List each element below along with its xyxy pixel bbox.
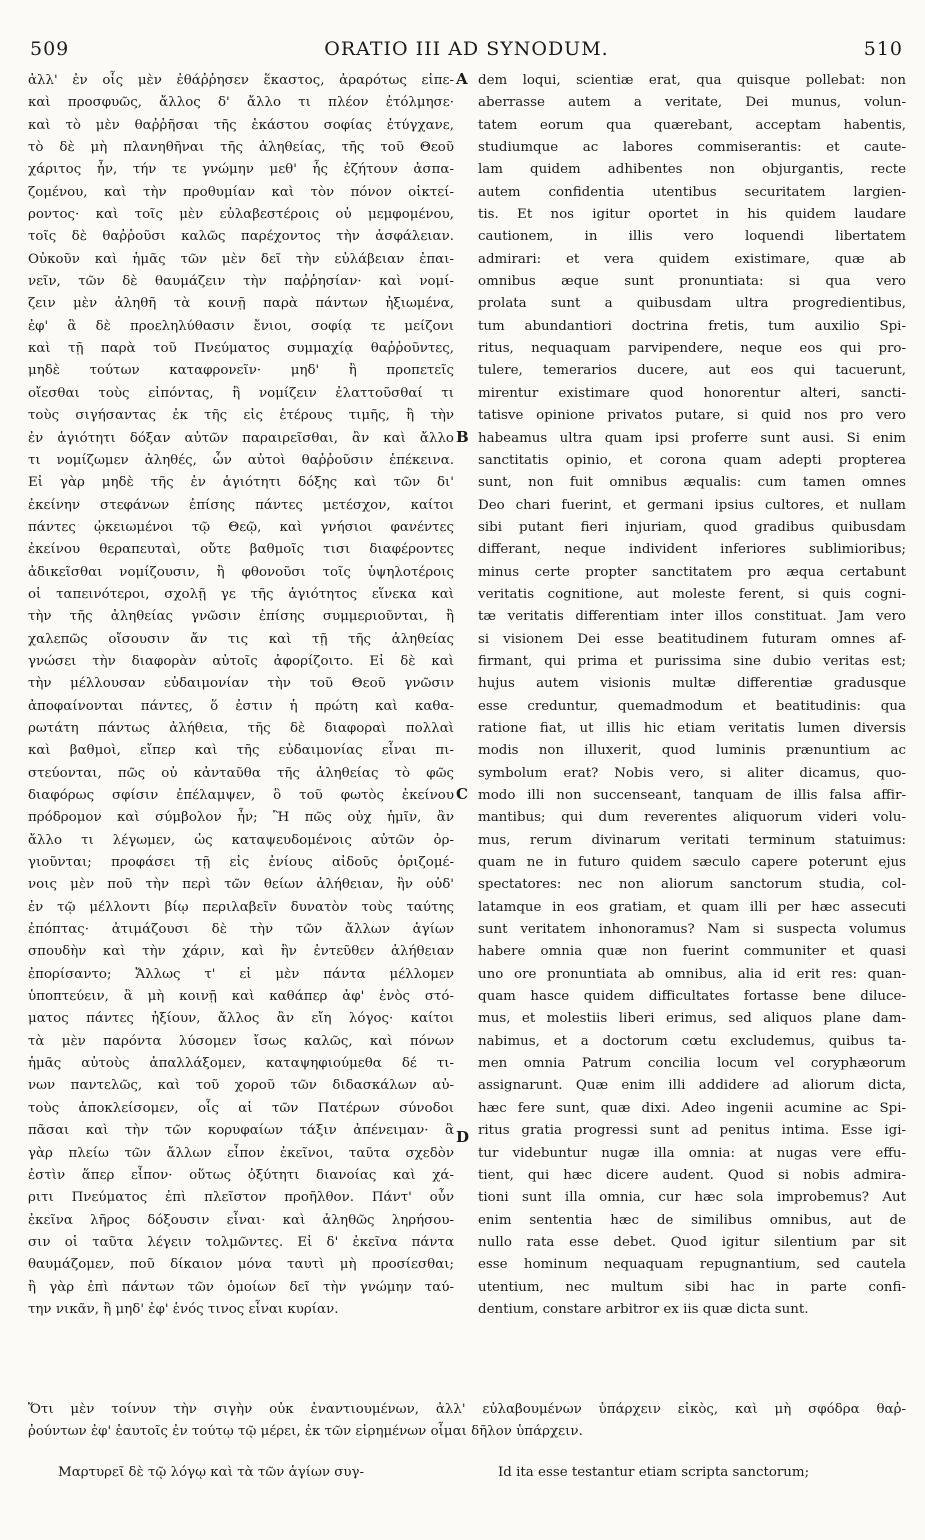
greek-text-line: ζομένου, καὶ τὴν προθυμίαν καὶ τὸν πόνον οἰκτεί- <box>28 184 454 200</box>
greek-text-line: γνώσει τὴν διαφορὰν αὐτοῖς ἀφορίζοιτο. Εἰ δὲ καὶ <box>28 653 454 669</box>
greek-text-line: χαλεπῶς οἴσουσιν ἄν τις καὶ τῇ τῆς ἀληθείας <box>28 631 454 647</box>
latin-text-line: aberrasse autem a veritate, Dei munus, volun- <box>478 95 906 111</box>
greek-text-line: νοις μὲν ποῦ τὴν περὶ τῶν θείων ἀλήθειαν, ἣν οὐδ' <box>28 877 454 893</box>
latin-text-line: enim sententia hæc de similibus omnibus, aut de <box>478 1212 906 1228</box>
greek-text-line: ἀδικεῖσθαι νομίζουσιν, ἢ φθονοῦσι τοῖς ὑψηλοτέροις <box>28 564 454 580</box>
greek-text-line: ἄλλο τι λέγωμεν, ὡς καταψευδομένοις αὐτῶν ὀρ- <box>28 832 454 848</box>
greek-text-line: ἐπόπτας· ἀτιμάζουσι δὲ τὴν τῶν ἄλλων ἁγίων <box>28 922 454 938</box>
greek-text-line: ἐκείνου θεραπευταὶ, οὔτε βαθμοῖς τισι διαφέροντες <box>28 542 454 558</box>
latin-text-line: tum abundantiori doctrina fretis, tum auxilio Spi- <box>478 318 906 334</box>
latin-text-line: modo illi non succenseant, tanquam de illis falsa affir- <box>478 788 906 803</box>
latin-text-line: autem confidentia utentibus securitatem largien- <box>478 184 906 200</box>
spanning-text-line: Ὅτι μὲν τοίνυν τὴν σιγὴν οὐκ ἐναντιουμένων, ἀλλ' εὐλαβουμένων ὑπάρχειν εἰκὸς, καὶ μὴ σφόδρα θαῤ- <box>28 1402 906 1417</box>
latin-column <box>478 70 906 1321</box>
greek-text-line: γιοῦνται; προφάσει τῇ εἰς ἐνίους αἰδοῦς ὁριζομέ- <box>28 855 454 871</box>
greek-text-line: ἢ γὰρ ἐπὶ πάντων τῶν ὁμοίων δεῖ τὴν γνώμην ταύ- <box>28 1279 454 1295</box>
latin-text-line: tatem eorum qua quærebant, acceptam habentis, <box>478 117 906 133</box>
latin-text-line: ratione fiat, ut illis hic etiam veritatis lumen diversis <box>478 720 906 736</box>
greek-text-line: ἐν ἁγιότητι δόξαν αὐτῶν παραιρεῖσθαι, ἂν καὶ ἄλλο <box>28 430 454 446</box>
latin-text-line: hujus autem visionis multæ differentiæ gradusque <box>478 676 906 692</box>
greek-text-line: τοῖς δὲ θαῤῥοῦσι καλῶς παρέχοντος τὴν ἀσφάλειαν. <box>28 229 454 245</box>
greek-column <box>28 70 454 1321</box>
latin-text-line: nabimus, et a doctorum cœtu excludemus, quibus ta- <box>478 1033 906 1049</box>
latin-text-line: tioni sunt illa omnia, cur hæc sola improbemus? Aut <box>478 1190 906 1206</box>
greek-text-line: ἡμᾶς αὐτοὺς ἀπαλλάξομεν, καταψηφιούμεθα δέ τι- <box>28 1056 454 1072</box>
latin-text-line: mantibus; qui dum reverentes aliquorum videri volu- <box>478 810 906 826</box>
latin-text-line: quam hasce quidem difficultates fortasse bene diluce- <box>478 989 906 1005</box>
greek-text-line: ἐκεῖνα λῆρος δόξουσιν εἶναι· καὶ ἀληθῶς ληρήσου- <box>28 1212 454 1228</box>
greek-text-line: ὑποπτεύειν, ἃ μὴ κοινῇ καὶ καθάπερ ἀφ' ἑνὸς στό- <box>28 989 454 1005</box>
greek-text-line: γὰρ πλείω τῶν ἄλλων εἶπον ἐκεῖνοι, ταῦτα σχεδὸν <box>28 1145 454 1161</box>
latin-text-line: sunt veritatem inhonoramus? Nam si suspecta volumus <box>478 922 906 938</box>
greek-text-line: ἐφ' ἃ δὲ προεληλύθασιν ἔνιοι, σοφίᾳ τε μείζονι <box>28 318 454 334</box>
greek-text-line: ἀλλ' ἐν οἷς μὲν ἐθάῤῥησεν ἕκαστος, ἀραρότως εἰπε- <box>28 73 454 88</box>
greek-text-line: τὸ δὲ μὴ πλανηθῆναι τῆς ἀληθείας, τῆς τοῦ Θεοῦ <box>28 140 454 156</box>
latin-text-line: dentium, constare arbitror ex iis quæ dicta sunt. <box>478 1301 809 1317</box>
latin-text-line: si visionem Dei esse beatitudinem futuram omnes af- <box>478 631 906 647</box>
greek-text-line: καὶ βαθμοὶ, εἴπερ καὶ τῆς εὐδαιμονίας εἶναι πι- <box>28 743 454 759</box>
latin-text-line: sibi putant fieri injuriam, quod gradibus quibusdam <box>478 519 906 535</box>
greek-text-line: ἐπορίσαντο; Ἄλλως τ' εἰ μὲν πάντα μέλλομεν <box>28 966 454 982</box>
greek-text-line: καὶ προσφυῶς, ἄλλος δ' ἄλλο τι πλέον ἐτόλμησε· <box>28 95 454 111</box>
latin-text-line: nullo rata esse debet. Quod igitur silentium par sit <box>478 1234 906 1250</box>
left-page-number: 509 <box>30 38 70 60</box>
latin-text-line: quam ne in futuro quidem sæculo capere poterunt ejus <box>478 855 906 871</box>
greek-text-line: ἐν τῷ μέλλοντι βίῳ περιλαβεῖν δυνατὸν τοὺς ταύτης <box>28 899 454 915</box>
greek-text-line: χάριτος ἦν, τήν τε γνώμην μεθ' ἧς ἐζήτουν ἀσπα- <box>28 162 454 178</box>
greek-text-line: ριτι Πνεύματος ἐπὶ πλεῖστον προῆλθον. Πάντ' οὖν <box>28 1190 454 1206</box>
latin-text-line: tient, qui hæc dicere audent. Quod si nobis admira- <box>478 1167 906 1183</box>
greek-text-line: ἀποφαίνονται πάντες, ὅ ἐστιν ἡ πρώτη καὶ καθα- <box>28 698 454 714</box>
greek-text-line: διαφόρως σφίσιν ἐπέλαμψεν, ὃ τοῦ φωτὸς ἐκείνου <box>28 788 454 803</box>
latin-text-line: omnibus æque sunt pronuntiata: si qua vero <box>478 274 906 290</box>
greek-text-line: τοὺς σιγήσαντας ἐκ τῆς εἰς ἑτέρους τιμῆς, ἢ τὴν <box>28 408 454 424</box>
greek-text-line: καὶ τὸ μὲν θαῤῥῆσαι τῆς ἑκάστου σοφίας ἐτύγχανε, <box>28 117 454 133</box>
latin-text-line: veritatis cognitione, aut moleste ferent, si quis cogni- <box>478 586 906 602</box>
running-title: ORATIO III AD SYNODUM. <box>324 38 609 60</box>
latin-text-line: modis non illuxerit, quod luminis prænuntium ac <box>478 743 906 759</box>
latin-text-line: mus, rerum divinarum veritati terminum statuimus: <box>478 832 906 848</box>
greek-text-line: την νικᾶν, ἢ μηδ' ἐφ' ἑνός τινος εἶναι κυρίαν. <box>28 1301 339 1317</box>
latin-text-line: sunt, non fuit omnibus æqualis: cum tamen omnes <box>478 475 906 491</box>
greek-text-line: καὶ τῇ παρὰ τοῦ Πνεύματος συμμαχίᾳ θαῤῥοῦντες, <box>28 341 454 357</box>
latin-text-line: Deo chari fuerint, et germani ipsius cultores, et nullam <box>478 497 906 513</box>
greek-text-line: τὴν τῆς ἀληθείας γνῶσιν ἐπίσης συμμεριοῦνται, ἢ <box>28 609 454 625</box>
greek-text-line: τοὺς ἀποκλείσομεν, οἷς αἱ τῶν Πατέρων σύνοδοι <box>28 1100 454 1116</box>
latin-text-line: habere omnia quæ non fuerint communiter et quasi <box>478 944 906 960</box>
latin-text-line: mirentur existimare quod honorentur alteri, sancti- <box>478 385 906 401</box>
greek-text-line: ροντος· καὶ τοῖς μὲν εὐλαβεστέροις οὐ μεμφομένου, <box>28 207 454 223</box>
latin-text-line: spectatores: nec non aliorum sanctorum studia, col- <box>478 877 906 893</box>
running-header <box>30 38 903 64</box>
latin-text-line: esse hominum nequaquam repugnantium, sed cautela <box>478 1257 906 1273</box>
latin-text-line: sanctitatis opinio, et corona quam adepti propterea <box>478 452 906 468</box>
spanning-paragraph <box>28 1399 906 1444</box>
latin-text-line: mus, et molestiis liberi erimus, sed aliquos plane dam- <box>478 1011 906 1027</box>
greek-text-line: Εἰ γὰρ μηδὲ τῆς ἐν ἁγιότητι δόξης καὶ τῶν δι' <box>28 475 454 491</box>
margin-letter-b: B <box>456 428 469 446</box>
margin-letter-a: A <box>456 70 468 88</box>
greek-text-line: νων παντελῶς, καὶ τοῦ χοροῦ τῶν διδασκάλων αὐ- <box>28 1078 454 1094</box>
latin-text-line: tatisve opinione privatos putare, si quid nos pro vero <box>478 408 906 424</box>
spanning-text-line: ῥούντων ἐφ' ἑαυτοῖς ἐν τούτῳ τῷ μέρει, ἐκ τῶν εἰρημένων οἶμαι δῆλον ὑπάρχειν. <box>28 1424 583 1440</box>
latin-text-line: assignarunt. Quæ enim illi addidere ad aliorum dicta, <box>478 1078 906 1094</box>
final-latin-line: Id ita esse testantur etiam scripta sanctorum; <box>498 1465 810 1480</box>
greek-text-line: ματος πάντες ἠξίουν, ἄλλος ἂν εἴη λόγος· καίτοι <box>28 1011 454 1027</box>
latin-text-line: habeamus ultra quam ipsi proferre sunt ausi. Si enim <box>478 430 906 446</box>
greek-text-line: οἴεσθαι τοὺς εἰπόντας, ἢ νομίζειν ἐλαττοῦσθαί τι <box>28 385 454 401</box>
margin-letter-c: C <box>456 785 468 803</box>
latin-text-line: dem loqui, scientiæ erat, qua quisque pollebat: non <box>478 73 906 88</box>
greek-text-line: νεῖν, τῶν δὲ θαυμάζειν τὴν παῤῥησίαν· καὶ νομί- <box>28 274 454 290</box>
latin-text-line: studiumque ac labores commiserantis: et caute- <box>478 140 906 156</box>
latin-text-line: cautionem, in illis vero loquendi libertatem <box>478 229 906 245</box>
greek-text-line: μηδὲ τούτων καταφρονεῖν· μηδ' ἢ προπετεῖς <box>28 363 454 379</box>
greek-text-line: τὰ μὲν παρόντα λύσομεν ἴσως καλῶς, καὶ πόνων <box>28 1033 454 1049</box>
greek-text-line: σπουδὴν καὶ τὴν χάριν, καὶ ἣν ἐντεῦθεν ἀλήθειαν <box>28 944 454 960</box>
latin-text-line: esse creduntur, quemadmodum et beatitudinis: qua <box>478 698 906 714</box>
latin-text-line: admirari: et vera quidem existimare, quæ ab <box>478 251 906 267</box>
latin-text-line: ritus, nequaquam parvipendere, neque eos qui pro- <box>478 341 906 357</box>
greek-text-line: πάντες ᾠκειωμένοι τῷ Θεῷ, καὶ γνήσιοι φανέντες <box>28 519 454 535</box>
greek-text-line: πρόδρομον καὶ σύμβολον ἦν; Ἢ πῶς οὐχ ἡμῖν, ἂν <box>28 810 454 826</box>
margin-letter-d: D <box>456 1128 470 1146</box>
latin-text-line: uno ore pronuntiata ab omnibus, alia id erit res: quan- <box>478 966 906 982</box>
latin-text-line: differant, neque individent inferiores sublimioribus; <box>478 542 906 558</box>
greek-text-line: ρωτάτη πάντως ἀλήθεια, τῆς δὲ διαφοραὶ πολλαὶ <box>28 720 454 736</box>
greek-text-line: θαυμάζομεν, ποῦ δίκαιον μόνα ταυτὶ μὴ προσίεσθαι; <box>28 1257 454 1273</box>
latin-text-line: minus certe propter sanctitatem pro æqua certabunt <box>478 564 906 580</box>
latin-text-line: prolata sunt a quibusdam ultra progredientibus, <box>478 296 906 312</box>
latin-text-line: tæ veritatis differentiam inter illos constituat. Jam vero <box>478 609 906 625</box>
latin-text-line: latamque in eos gratiam, et quam illi per hæc assecuti <box>478 899 906 915</box>
latin-text-line: tulere, temerarios ducere, aut eos qui tacuerunt, <box>478 363 906 379</box>
greek-text-line: τὴν μέλλουσαν εὐδαιμονίαν τὴν τοῦ Θεοῦ γνῶσιν <box>28 676 454 692</box>
greek-text-line: ἐστὶν ἅπερ εἶπον· οὕτως ὀξύτητι διανοίας καὶ χά- <box>28 1167 454 1183</box>
greek-text-line: ἐκείνην στεφάνων ἐπίσης πάντες μετέσχον, καίτοι <box>28 497 454 513</box>
latin-text-line: tur videbuntur nugæ illa omnia: at nugas vere effu- <box>478 1145 906 1161</box>
greek-text-line: τι νομίζωμεν ἀληθές, ὧν αὐτοὶ θαῤῥοῦσιν ἐπέκεινα. <box>28 452 454 468</box>
latin-text-line: symbolum erat? Nobis vero, si aliter dicamus, quo- <box>478 765 906 781</box>
greek-text-line: σιν οἱ ταῦτα λέγειν τολμῶντες. Εἰ δ' ἐκεῖνα πάντα <box>28 1234 454 1250</box>
latin-text-line: firmant, qui prima et purissima sine dubio veritas est; <box>478 653 906 669</box>
greek-text-line: Οὐκοῦν καὶ ἡμᾶς τῶν μὲν δεῖ τὴν εὐλάβειαν ἐπαι- <box>28 251 454 267</box>
latin-text-line: tis. Et nos igitur oportet in his quidem laudare <box>478 207 906 223</box>
final-greek-line: Μαρτυρεῖ δὲ τῷ λόγῳ καὶ τὰ τῶν ἁγίων συγ- <box>58 1465 365 1480</box>
latin-text-line: utentium, nec multum sibi hac in parte confi- <box>478 1279 906 1295</box>
latin-text-line: men omnia Patrum concilia locum vel coryphæorum <box>478 1056 906 1072</box>
right-page-number: 510 <box>863 38 903 60</box>
greek-text-line: πᾶσαι καὶ τὴν τῶν κορυφαίων τάξιν ἀπένειμαν· ἃ <box>28 1123 454 1139</box>
latin-text-line: ritus gratia progressi sunt ad penitus intima. Esse igi- <box>478 1123 906 1139</box>
latin-text-line: hæc fere sunt, quæ dixi. Adeo ingenii acumine ac Spi- <box>478 1100 906 1116</box>
greek-text-line: ζειν μὲν ἀληθῆ τὰ κοινῇ παρὰ πάντων ἠξιωμένα, <box>28 296 454 312</box>
greek-text-line: στεύονται, πῶς οὐ κἀνταῦθα τῆς ἀληθείας τὸ φῶς <box>28 765 454 781</box>
greek-text-line: οἱ ταπεινότεροι, σχολῇ γε τῆς ἁγιότητος εἵνεκα καὶ <box>28 586 454 602</box>
latin-text-line: lam quidem adhibentes non objurgantis, recte <box>478 162 906 178</box>
